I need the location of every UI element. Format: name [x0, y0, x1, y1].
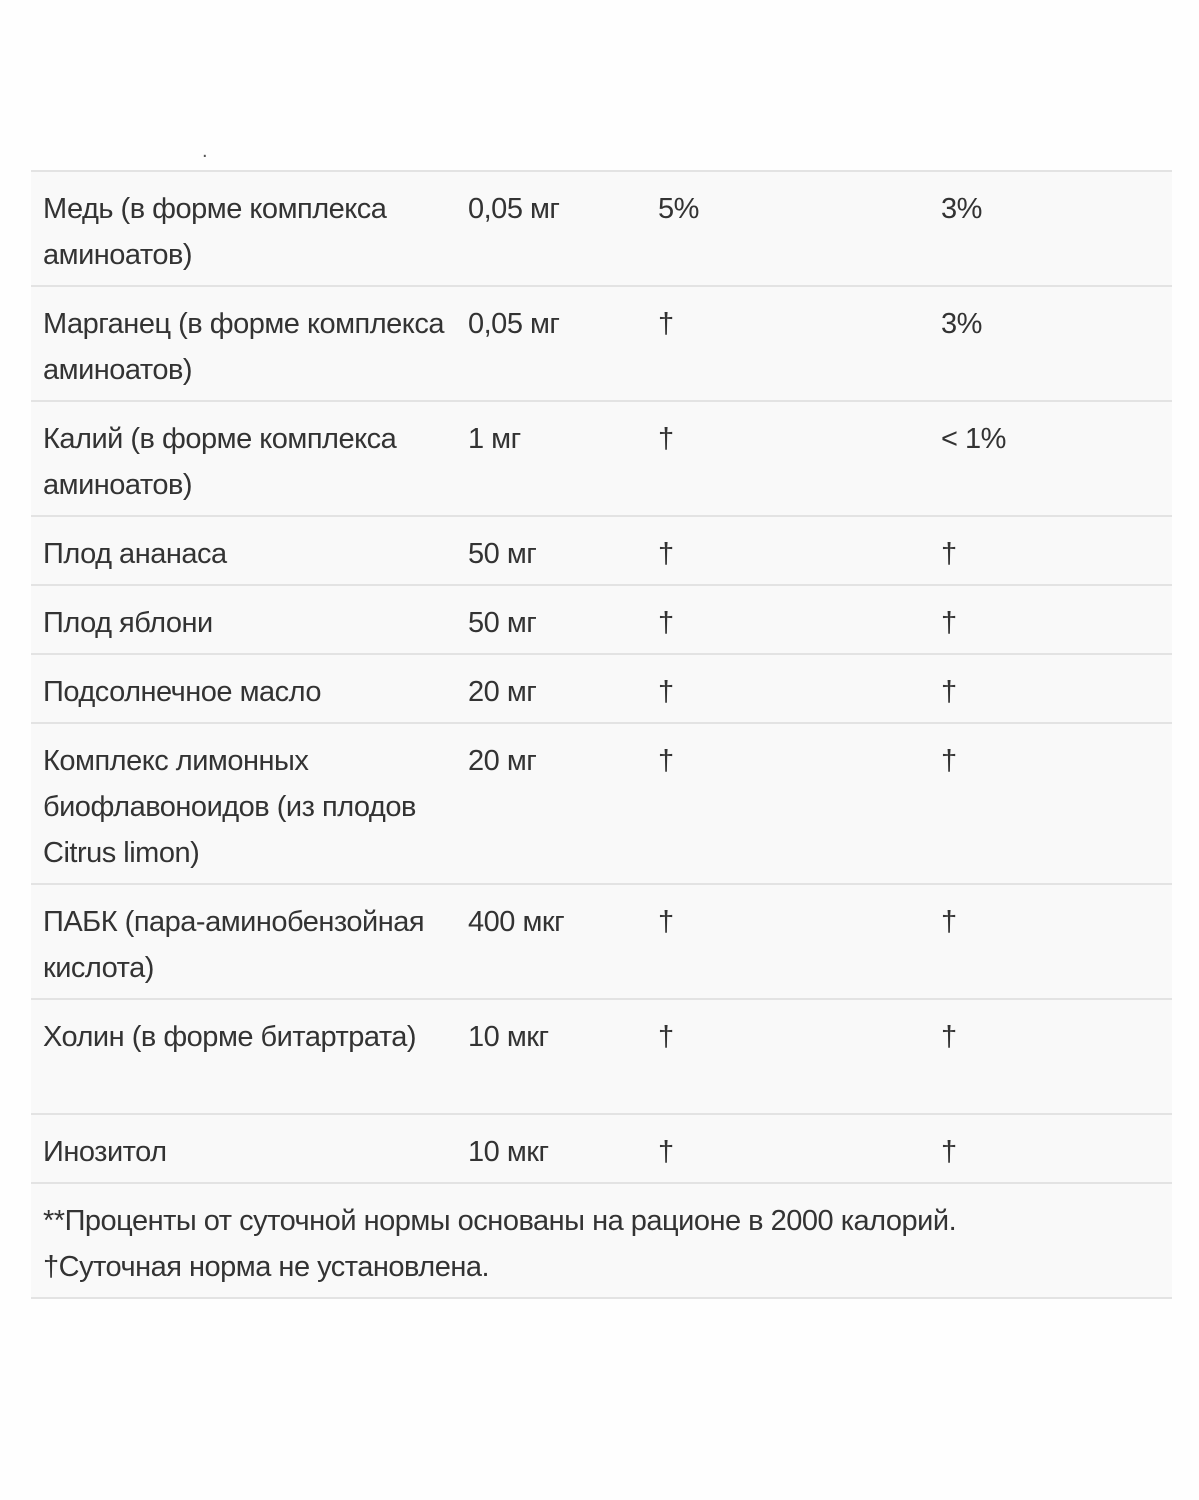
daily-value-2: 3% [941, 193, 982, 225]
table-row [31, 1115, 1172, 1184]
footnote-dagger: †Суточная норма не установлена. [43, 1251, 490, 1283]
table-row [31, 517, 1172, 586]
daily-value-1: † [658, 745, 674, 777]
ingredient-name: Плод яблони [43, 607, 213, 639]
table-row [31, 172, 1172, 287]
daily-value-1: † [658, 676, 674, 708]
daily-value-1: † [658, 538, 674, 570]
ingredient-amount: 400 мкг [468, 906, 565, 938]
table-row [31, 885, 1172, 1000]
daily-value-2: † [941, 745, 957, 777]
ingredient-amount: 50 мг [468, 607, 537, 639]
table-footnote [31, 1184, 1172, 1299]
daily-value-2: 3% [941, 308, 982, 340]
ingredient-name: ПАБК (пара-аминобензойная кислота) [43, 906, 425, 984]
daily-value-2: † [941, 1136, 957, 1168]
table-row [31, 287, 1172, 402]
daily-value-2: < 1% [941, 423, 1006, 455]
daily-value-1: † [658, 607, 674, 639]
daily-value-2: † [941, 906, 957, 938]
ingredient-name: Медь (в форме комплекса аминоатов) [43, 193, 387, 271]
daily-value-2: † [941, 538, 957, 570]
ingredient-name: Марганец (в форме комплекса аминоатов) [43, 308, 444, 386]
daily-value-2: † [941, 1021, 957, 1053]
ingredient-amount: 20 мг [468, 745, 537, 777]
daily-value-1: † [658, 1021, 674, 1053]
table-row [31, 586, 1172, 655]
daily-value-1: † [658, 308, 674, 340]
ingredient-name: Инозитол [43, 1136, 167, 1168]
daily-value-1: † [658, 423, 674, 455]
table-row [31, 655, 1172, 724]
nutrition-table [31, 170, 1172, 1299]
footnote-calories: **Проценты от суточной нормы основаны на рационе в 2000 калорий. [43, 1205, 957, 1237]
ingredient-name: Комплекс лимонных биофлавоноидов (из плодов Citrus limon) [43, 745, 416, 869]
ingredient-name: Холин (в форме битартрата) [43, 1021, 417, 1053]
ingredient-name: Калий (в форме комплекса аминоатов) [43, 423, 397, 501]
stray-dot: . [202, 140, 208, 162]
ingredient-amount: 0,05 мг [468, 193, 560, 225]
daily-value-1: † [658, 1136, 674, 1168]
ingredient-amount: 1 мг [468, 423, 521, 455]
table-row [31, 724, 1172, 885]
ingredient-amount: 20 мг [468, 676, 537, 708]
ingredient-amount: 10 мкг [468, 1136, 549, 1168]
daily-value-2: † [941, 676, 957, 708]
ingredient-amount: 10 мкг [468, 1021, 549, 1053]
daily-value-2: † [941, 607, 957, 639]
daily-value-1: 5% [658, 193, 699, 225]
ingredient-amount: 50 мг [468, 538, 537, 570]
table-row [31, 402, 1172, 517]
ingredient-name: Подсолнечное масло [43, 676, 322, 708]
ingredient-amount: 0,05 мг [468, 308, 560, 340]
ingredient-name: Плод ананаса [43, 538, 227, 570]
table-row [31, 1000, 1172, 1115]
daily-value-1: † [658, 906, 674, 938]
